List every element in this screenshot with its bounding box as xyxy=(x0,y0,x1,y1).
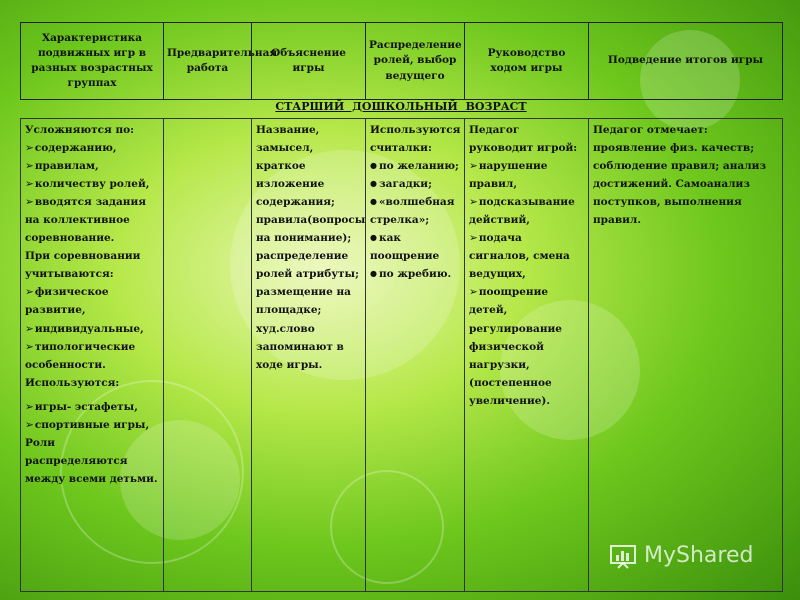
col4-bullet: ● «волшебная стрелка»; xyxy=(370,193,460,229)
col1-bullet: ➢ спортивные игры, xyxy=(25,416,159,434)
col1-bullet: ➢ игры- эстафеты, xyxy=(25,398,159,416)
cell-preliminary-work xyxy=(164,119,252,592)
content-table xyxy=(20,118,783,592)
col1-line: Усложняются по: xyxy=(25,124,135,136)
cell-game-management xyxy=(465,119,589,592)
age-group-title: СТАРШИЙ ДОШКОЛЬНЫЙ ВОЗРАСТ xyxy=(275,100,527,113)
col4-line: Используются считалки: xyxy=(370,124,461,155)
header-game-results: Подведение итогов игры xyxy=(589,23,783,100)
col1-line: Используются: xyxy=(25,376,120,389)
col1-bullet: ➢ типологические особенности. xyxy=(25,338,159,374)
header-game-management: Руководство ходом игры xyxy=(465,23,589,100)
col1-line: Роли распределяются между всеми детьми. xyxy=(25,436,158,485)
cell-characteristics xyxy=(21,119,164,592)
col1-line: При соревновании учитываются: xyxy=(25,250,141,281)
col1-bullet: ➢ физическое развитие, xyxy=(25,283,159,319)
header-game-explanation: Объяснение игры xyxy=(252,23,366,100)
col1-bullet: ➢ содержанию, xyxy=(25,139,159,157)
cell-game-explanation: Название, замысел, краткое изложение содержания; правила(вопросы на понимание); распределение ролей атрибуты; размещение на площадке; худ.слово запоминают в ходе игры. xyxy=(252,119,366,592)
cell-game-results: Педагог отмечает: проявление физ. качеств; соблюдение правил; анализ достижений. Самоанализ поступков, выполнения правил. xyxy=(589,119,783,592)
header-characteristics: Характеристика подвижных игр в разных возрастных группах xyxy=(21,23,164,100)
col1-bullet: ➢ индивидуальные, xyxy=(25,320,159,338)
header-preliminary-work: Предварительная работа xyxy=(164,23,252,100)
col1-bullet: ➢ вводятся задания на коллективное соревнование. xyxy=(25,193,159,247)
col5-bullet: ➢ нарушение правил, xyxy=(469,157,584,193)
col4-bullet: ● по желанию; xyxy=(370,157,460,175)
header-role-distribution: Распределение ролей, выбор ведущего xyxy=(366,23,465,100)
myshared-logo xyxy=(608,538,768,572)
col1-bullet: ➢ правилам, xyxy=(25,157,159,175)
col5-bullet: ➢ поощрение детей, регулирование физической нагрузки, (постепенное увеличение). xyxy=(469,283,584,409)
header-table xyxy=(20,22,783,100)
col4-bullet: ● загадки; xyxy=(370,175,460,193)
col4-bullet: ● как поощрение xyxy=(370,229,460,265)
col5-bullet: ➢ подача сигналов, смена ведущих, xyxy=(469,229,584,283)
col5-bullet: ➢ подсказывание действий, xyxy=(469,193,584,229)
cell-role-distribution xyxy=(366,119,465,592)
col4-bullet: ● по жребию. xyxy=(370,265,460,283)
col5-line: Педагог руководит игрой: xyxy=(469,124,578,155)
col1-bullet: ➢ количеству ролей, xyxy=(25,175,159,193)
watermark-text: MyShared xyxy=(644,542,754,568)
chart-icon xyxy=(608,540,638,570)
